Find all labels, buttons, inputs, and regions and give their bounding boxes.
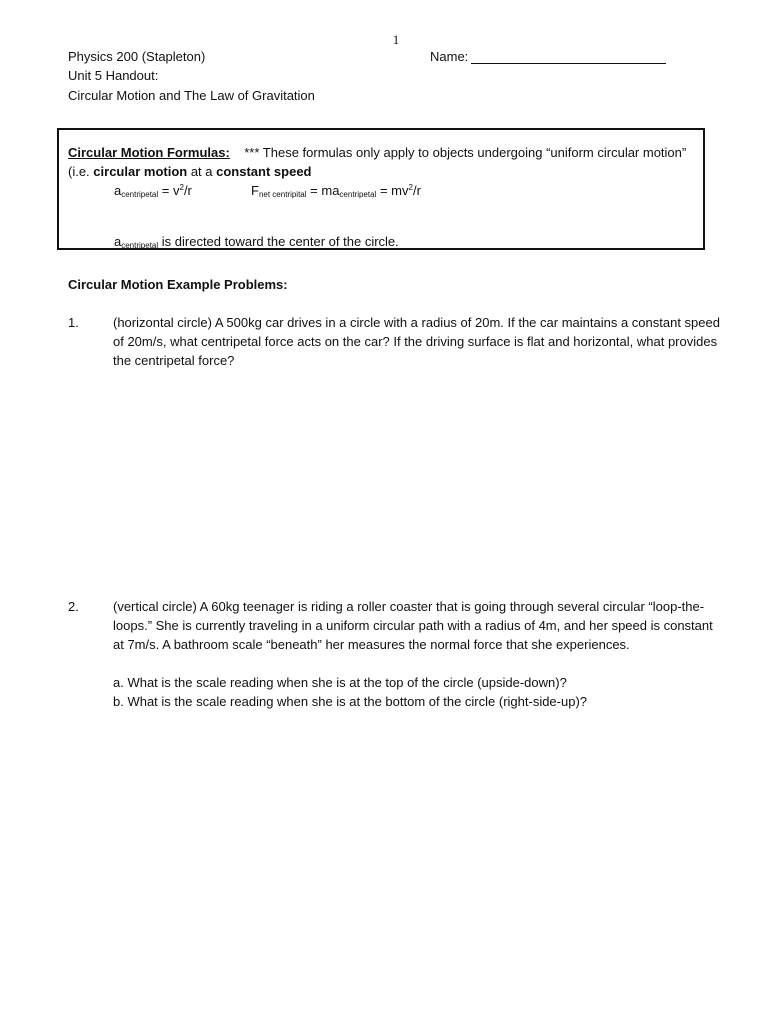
unit-title: Unit 5 Handout:	[68, 68, 159, 83]
name-field	[430, 47, 666, 66]
formula-note-text-2: at a	[187, 164, 217, 179]
problem-2-number: 2.	[68, 599, 79, 614]
problem-2-part-a: a. What is the scale reading when she is at the top of the circle (upside-down)?	[113, 675, 567, 690]
name-blank-line[interactable]	[471, 49, 666, 64]
formula-box-title: Circular Motion Formulas:	[68, 145, 230, 160]
problem-1-number: 1.	[68, 315, 79, 330]
formula-box-content	[68, 143, 694, 250]
problem-2-part-b: b. What is the scale reading when she is at the bottom of the circle (right-side-up)?	[113, 694, 588, 709]
formula-note	[68, 143, 694, 181]
problem-2-text: (vertical circle) A 60kg teenager is riding a roller coaster that is going through several circular “loop-the-loops.” She is currently traveling in a uniform circular path with a radius of 4m, and her speed is constant at 7m/s. A bathroom scale “beneath” her measures the normal force that she experiences.	[113, 599, 713, 652]
formula-row	[68, 181, 694, 200]
problem-1-text: (horizontal circle) A 500kg car drives in a circle with a radius of 20m. If the car maintains a constant speed of 20m/s, what centripetal force acts on the car? If the driving surface is flat and horizontal, what provides the centripetal force?	[113, 315, 720, 368]
formula-note-bold-2: constant speed	[216, 164, 312, 179]
acceleration-formula: $a_{centripetal} = v^2/r$	[114, 183, 192, 199]
topic-title: Circular Motion and The Law of Gravitation	[68, 88, 315, 103]
formula-box	[57, 128, 705, 250]
course-title: Physics 200 (Stapleton)	[68, 49, 206, 64]
formula-note-bold-1: circular motion	[93, 164, 188, 179]
name-label: Name:	[430, 49, 469, 64]
page-number: 1	[392, 32, 400, 47]
section-title: Circular Motion Example Problems:	[68, 277, 288, 292]
formula-note-text-1: *** These formulas only apply to objects undergoing “uniform circular motion” (i.e.	[68, 145, 687, 179]
acceleration-direction: $a_{centripetal}$ is directed toward the center of the circle.	[114, 234, 399, 250]
force-formula: $F_{net centripital} = ma_{centripetal} = mv^2/r$	[251, 183, 421, 199]
